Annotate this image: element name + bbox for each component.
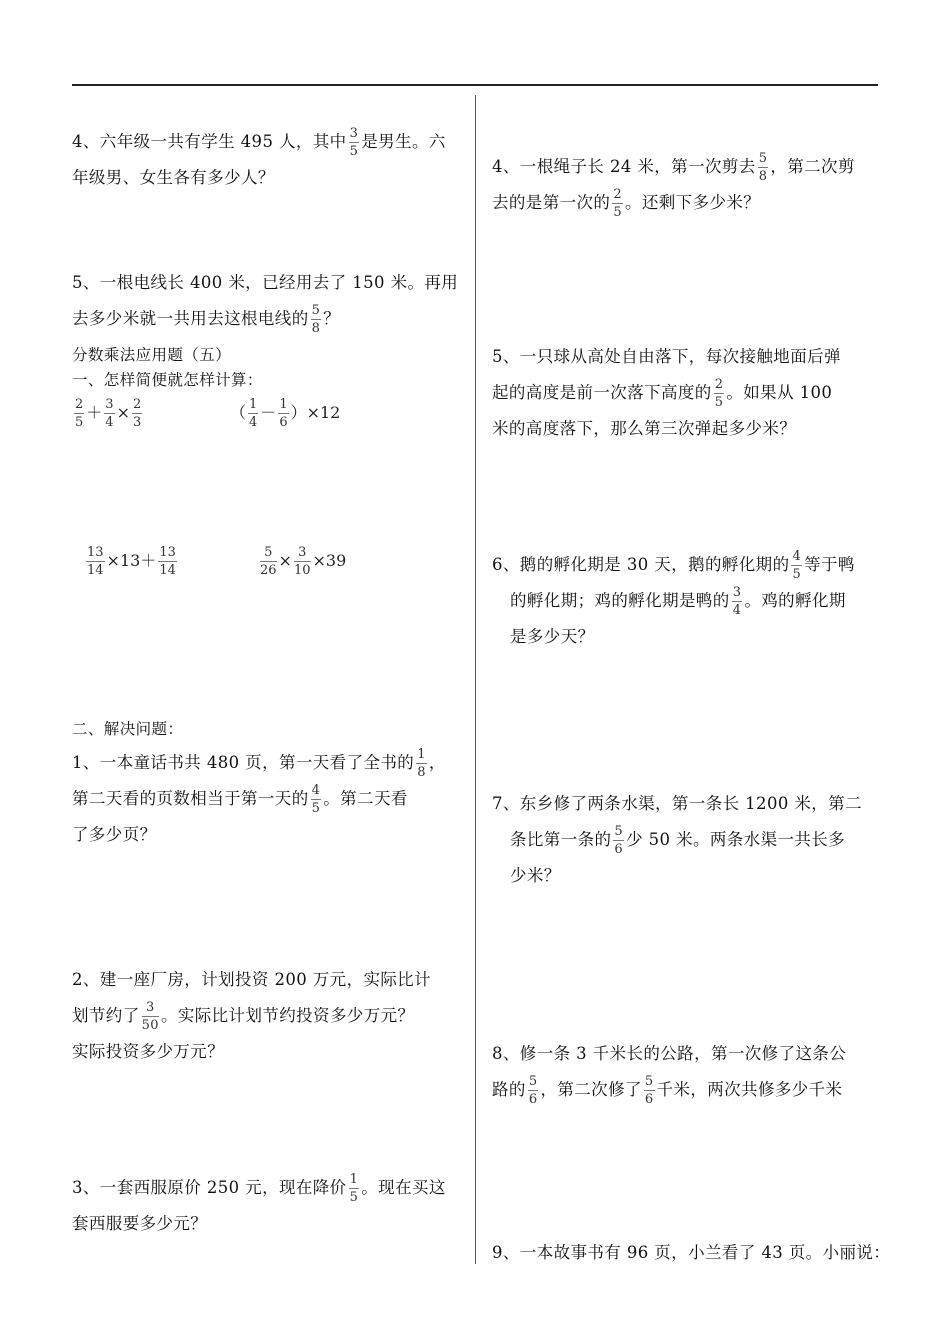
text: 年级男、女生各有多少人？ (72, 168, 275, 187)
right-q7: 7、东乡修了两条水渠，第一条长 1200 米，第二 条比第一条的 $\frac{5}{6}$ 少 50 米。两条水渠一共长多 少米？ (492, 794, 862, 885)
left-q4 (72, 124, 446, 196)
expression-1: $\frac{2}{5}$ ＋ $\frac{3}{4}$ × $\frac{2}{3}$ (75, 397, 142, 430)
right-q5: 5、一只球从高处自由落下，每次接触地面后弹 起的高度是前一次落下高度的 $\frac{2}{5}$ 。如果从 100 米的高度落下，那么第三次弹起多少米？ (492, 347, 841, 438)
right-q4: 4、一根绳子长 24 米，第一次剪去 $\frac{5}{8}$ ，第二次剪 去的是第一次的 $\frac{2}{5}$ 。还剩下多少米？ (492, 151, 855, 220)
text: ？ (323, 309, 341, 328)
right-q8: 8、修一条 3 千米长的公路，第一次修了这条公 路的 $\frac{5}{6}$ ，第二次修了 $\frac{5}{6}$ 千米，两次共修多少千米 (492, 1044, 847, 1107)
left-p2: 2、建一座厂房，计划投资 200 万元，实际比计 划节约了 $\frac{3}{50}$ 。实际比计划节约投资多少万元？ 实际投资多少万元？ (72, 970, 432, 1061)
left-p3: 3、一套西服原价 250 元，现在降价 $\frac{1}{5}$ 。现在买这 套西服要多少元？ (72, 1172, 446, 1233)
fraction: $\frac{5}{8}$ (311, 303, 321, 336)
part2-title: 二、解决问题： (72, 720, 184, 738)
section-title: 分数乘法应用题（五） (72, 346, 232, 364)
column-divider (475, 95, 476, 1264)
expression-4: $\frac{5}{26}$ × $\frac{3}{10}$ ×39 (260, 545, 347, 578)
text: 是男生。六 (361, 132, 446, 151)
expression-3: $\frac{13}{14}$ ×13＋ $\frac{13}{14}$ (87, 545, 176, 578)
text: 去多少米就一共用去这根电线的 (72, 309, 309, 328)
left-q5 (72, 265, 458, 337)
part1-title: 一、怎样简便就怎样计算： (72, 371, 263, 389)
text: 1、一本童话书共 480 页，第一天看了全书的 (72, 753, 415, 772)
text: 5、一根电线长 400 米，已经用去了 150 米。再用 (72, 273, 459, 292)
right-q6: 6、鹅的孵化期是 30 天，鹅的孵化期的 $\frac{4}{5}$ 等于鸭 的孵化期；鸡的孵化期是鸭的 $\frac{3}{4}$ 。鸡的孵化期 是多少天？ (492, 549, 855, 646)
left-p1: 1、一本童话书共 480 页，第一天看了全书的 $\frac{1}{8}$ ， 第二天看的页数相当于第一天的 $\frac{4}{5}$ 。第二天看 了多少页？ (72, 747, 446, 844)
text: 4、六年级一共有学生 495 人，其中 (72, 132, 347, 151)
fraction: $\frac{3}{5}$ (349, 126, 359, 159)
header-rule (72, 84, 878, 86)
right-q9: 9、一本故事书有 96 页，小兰看了 43 页。小丽说： (492, 1243, 891, 1262)
expression-2: （ $\frac{1}{4}$ － $\frac{1}{6}$ ）×12 (230, 397, 341, 430)
